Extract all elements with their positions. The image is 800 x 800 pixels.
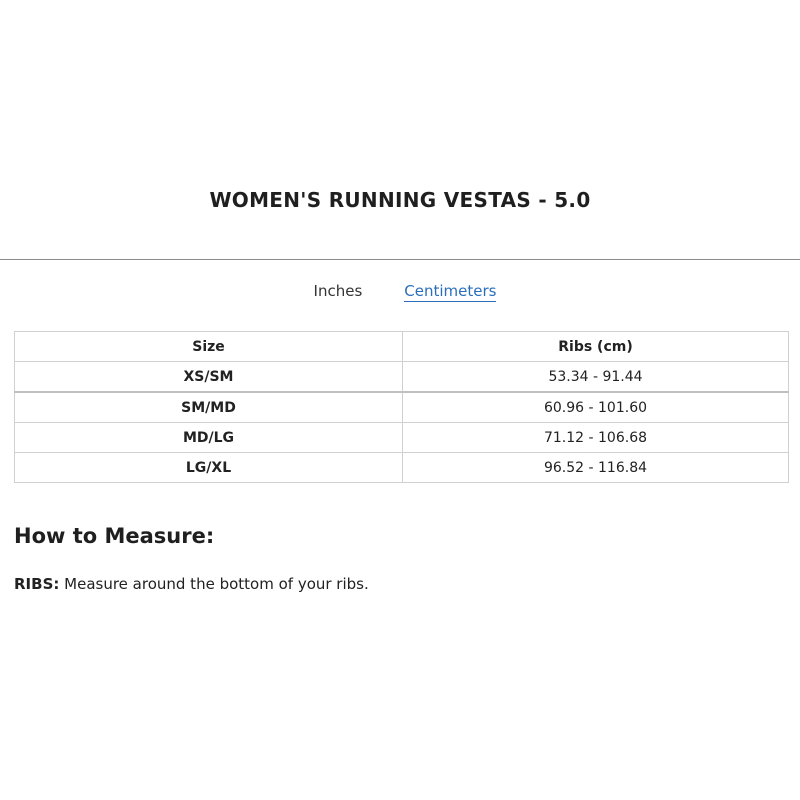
ribs-cell: 60.96 - 101.60 xyxy=(403,392,789,423)
measure-instruction xyxy=(14,575,369,593)
size-cell: SM/MD xyxy=(15,392,403,423)
how-to-measure-heading: How to Measure: xyxy=(14,524,215,548)
ribs-cell: 53.34 - 91.44 xyxy=(403,362,789,393)
tab-inches[interactable]: Inches xyxy=(313,282,363,300)
unit-tabs xyxy=(0,282,800,302)
size-table xyxy=(14,331,789,483)
title-divider xyxy=(0,259,800,260)
size-cell: XS/SM xyxy=(15,362,403,393)
header-size: Size xyxy=(15,332,403,362)
table-row xyxy=(15,362,789,393)
table-header-row xyxy=(15,332,789,362)
table-row xyxy=(15,392,789,423)
measure-term: RIBS: xyxy=(14,575,60,593)
header-ribs: Ribs (cm) xyxy=(403,332,789,362)
tab-centimeters[interactable]: Centimeters xyxy=(404,282,497,300)
page-title: WOMEN'S RUNNING VESTAS - 5.0 xyxy=(209,188,591,212)
table-row xyxy=(15,453,789,483)
ribs-cell: 71.12 - 106.68 xyxy=(403,423,789,453)
table-row xyxy=(15,423,789,453)
size-cell: LG/XL xyxy=(15,453,403,483)
measure-description: Measure around the bottom of your ribs. xyxy=(64,575,369,593)
size-cell: MD/LG xyxy=(15,423,403,453)
ribs-cell: 96.52 - 116.84 xyxy=(403,453,789,483)
